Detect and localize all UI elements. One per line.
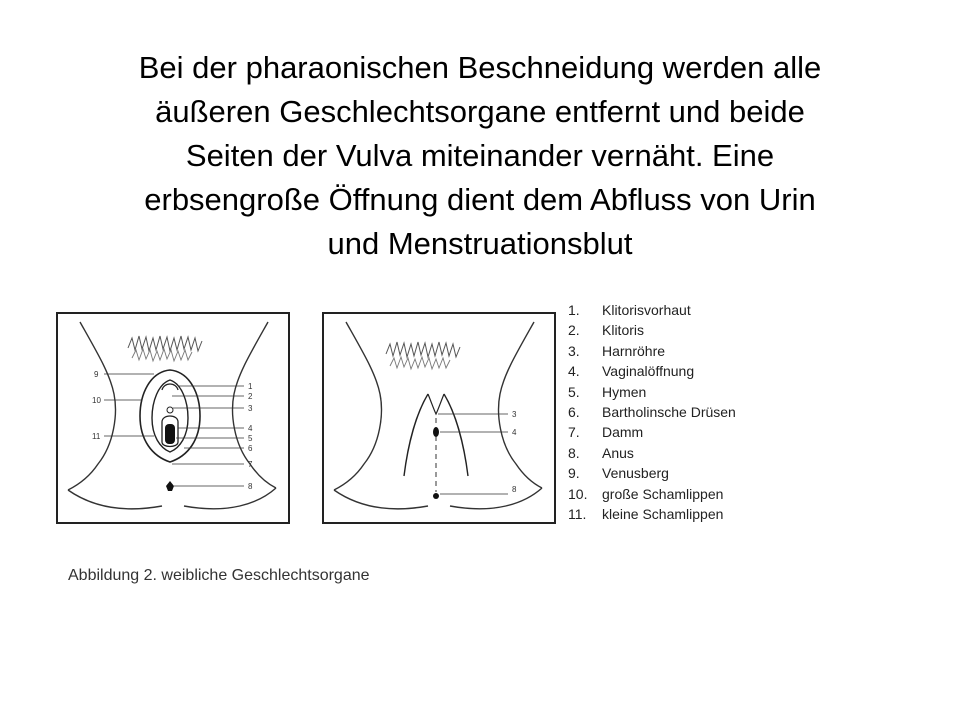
- legend-item: [568, 422, 736, 442]
- legend-text: kleine Schamlippen: [602, 506, 724, 523]
- legend-number: 7.: [568, 424, 580, 441]
- title-line: äußeren Geschlechtsorgane entfernt und beide: [155, 94, 805, 129]
- legend-number: 4.: [568, 363, 580, 380]
- legend-number: 11.: [568, 506, 587, 523]
- legend-item: [568, 443, 736, 463]
- label-9: 9: [94, 370, 99, 379]
- title-line: und Menstruationsblut: [327, 226, 633, 261]
- anatomy-figure-normal: [56, 312, 290, 524]
- legend-number: 1.: [568, 302, 580, 318]
- legend-item: [568, 361, 736, 381]
- legend-item: [568, 463, 736, 483]
- legend-text: Bartholinsche Drüsen: [602, 404, 736, 421]
- legend-number: 2.: [568, 322, 580, 339]
- label-6: 6: [248, 444, 253, 453]
- legend-item: [568, 300, 736, 320]
- title-line: Bei der pharaonischen Beschneidung werden alle: [138, 50, 822, 85]
- legend-number: 9.: [568, 465, 580, 482]
- anatomy-figure-infibulated: [322, 312, 556, 524]
- legend-text: Vaginalöffnung: [602, 363, 695, 380]
- legend-number: 3.: [568, 342, 580, 359]
- label-4: 4: [512, 428, 517, 437]
- label-4: 4: [248, 424, 253, 433]
- legend-number: 5.: [568, 383, 580, 400]
- legend-text: große Schamlippen: [602, 485, 724, 502]
- slide-title: [40, 46, 920, 266]
- label-8: 8: [248, 482, 253, 491]
- legend-text: Klitoris: [602, 322, 645, 339]
- label-10: 10: [92, 396, 101, 405]
- label-2: 2: [248, 392, 253, 401]
- legend-item: [568, 341, 736, 361]
- anatomy-drawing-infibulated: [324, 314, 554, 522]
- label-8: 8: [512, 485, 517, 494]
- title-line: erbsengroße Öffnung dient dem Abfluss von Urin: [144, 182, 816, 217]
- label-11: 11: [92, 432, 101, 441]
- legend-text: Klitorisvorhaut: [602, 302, 691, 318]
- label-5: 5: [248, 434, 253, 443]
- label-3: 3: [248, 404, 253, 413]
- anatomy-drawing-normal: [58, 314, 288, 522]
- anatomy-legend: [568, 300, 736, 524]
- legend-number: 6.: [568, 404, 580, 421]
- legend-text: Harnröhre: [602, 342, 666, 359]
- legend-text: Hymen: [602, 383, 647, 400]
- legend-item: [568, 320, 736, 340]
- title-line: Seiten der Vulva miteinander vernäht. Eine: [185, 138, 775, 173]
- legend-item: [568, 382, 736, 402]
- legend-item: [568, 402, 736, 422]
- legend-text: Damm: [602, 424, 644, 441]
- legend-item: [568, 484, 736, 504]
- label-3: 3: [512, 410, 517, 419]
- figure-caption: Abbildung 2. weibliche Geschlechtsorgane: [68, 567, 370, 584]
- label-7: 7: [248, 460, 253, 469]
- legend-text: Venusberg: [602, 465, 669, 482]
- legend-item: [568, 504, 736, 524]
- label-1: 1: [248, 382, 253, 391]
- legend-number: 8.: [568, 444, 580, 461]
- legend-text: Anus: [602, 444, 634, 461]
- legend-number: 10.: [568, 485, 588, 502]
